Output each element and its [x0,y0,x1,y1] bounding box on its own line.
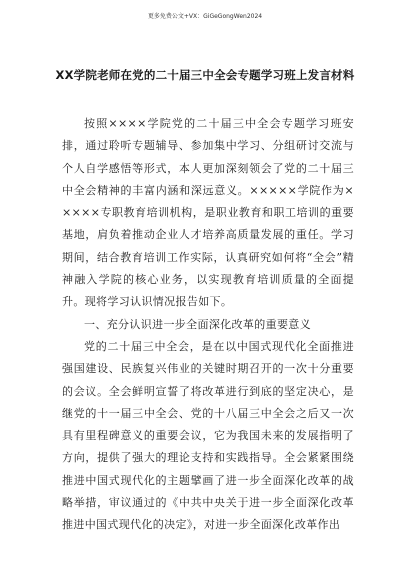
document-body [62,113,354,537]
section-heading: 一、充分认识进一步全面深化改革的重要意义 [84,317,311,331]
document-title: XX学院老师在党的二十届三中全会专题学习班上发言材料 [55,68,355,82]
promo-header-text: 更多免费公文+VX：GiGeGongWen2024 [147,13,263,20]
intro-paragraph: 按照××××学院党的二十届三中全会专题学习班安排，通过聆听专题辅导、参加集中学习、分组研讨交流与个人自学感悟等形式，本人更加深刻领会了党的二十届三中全会精神的丰富内涵和深远意义。×××××学院作为×××××专职教育培训机构，是职业教育和职工培训的重要基地，肩负着推动企业人才培养高质量发展的重任。学习期间，结合教育培训工作实际，认真研究如何将“全会”精神融入学院的核心业务，以实现教育培训质量的全面提升。现将学习认识情况报告如下。 [62,117,354,309]
section-paragraph: 党的二十届三中全会，是在以中国式现代化全面推进强国建设、民族复兴伟业的关键时期召开的一次十分重要的会议。全会鲜明宣誓了将改革进行到底的坚定决心，是继党的十一届三中全会、党的十八届三中全会之后又一次具有里程碑意义的重要会议，它为我国未来的发展指明了方向，提供了强大的理论支持和实践指导。全会紧紧围绕推进中国式现代化的主题擘画了进一步全面深化改革的战略举措，审议通过的《中共中央关于进一步全面深化改革推进中国式现代化的决定》，对进一步全面深化改革作出 [62,339,354,532]
